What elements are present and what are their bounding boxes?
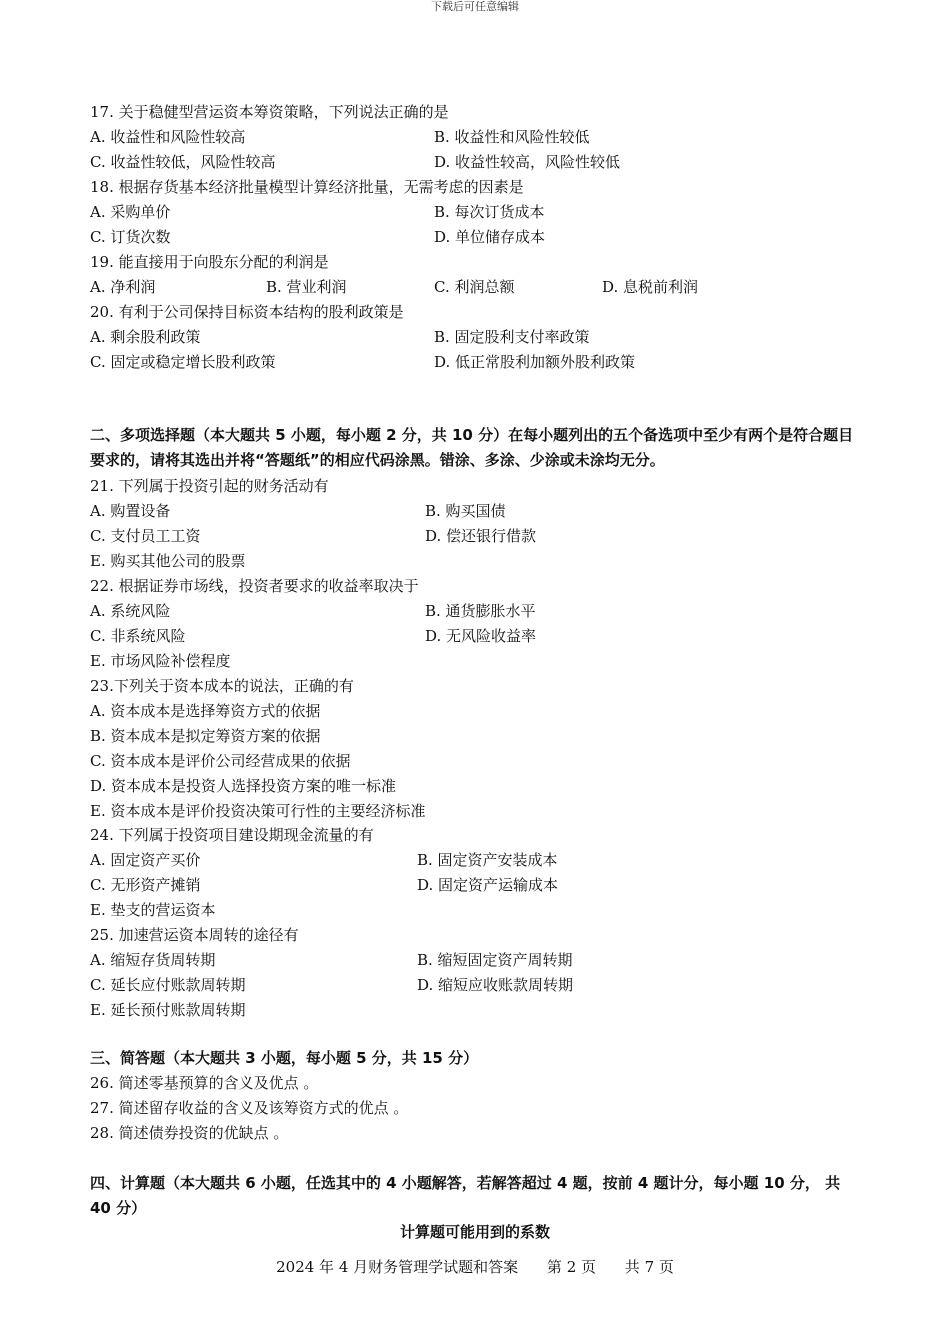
question-17-option-d: D. 收益性较高，风险性较低 (434, 153, 621, 171)
question-20-option-d: D. 低正常股利加额外股利政策 (434, 353, 636, 371)
question-19-option-c: C. 利润总额 (434, 278, 515, 296)
footer-page-number: 第 2 页 (546, 1258, 597, 1276)
question-21-stem: 21. 下列属于投资引起的财务活动有 (90, 477, 329, 495)
question-18-option-a: A. 采购单价 (90, 203, 171, 221)
question-17-option-b: B. 收益性和风险性较低 (434, 128, 590, 146)
question-22-option-d: D. 无风险收益率 (425, 627, 537, 645)
question-22-option-b: B. 通货膨胀水平 (425, 602, 536, 620)
footer-title: 2024 年 4 月财务管理学试题和答案 (276, 1258, 519, 1276)
question-25-option-a: A. 缩短存货周转期 (90, 951, 216, 969)
question-19-option-b: B. 营业利润 (266, 278, 347, 296)
question-28: 28. 简述债券投资的优缺点 。 (90, 1124, 289, 1142)
question-22-option-a: A. 系统风险 (90, 602, 171, 620)
question-25-option-b: B. 缩短固定资产周转期 (417, 951, 573, 969)
question-19-stem: 19. 能直接用于向股东分配的利润是 (90, 253, 329, 271)
question-22-option-c: C. 非系统风险 (90, 627, 186, 645)
section-3-heading: 三、简答题（本大题共 3 小题，每小题 5 分，共 15 分） (90, 1049, 479, 1067)
question-23-option-e: E. 资本成本是评价投资决策可行性的主要经济标准 (90, 802, 426, 820)
question-19-option-d: D. 息税前利润 (602, 278, 699, 296)
question-18-option-b: B. 每次订货成本 (434, 203, 545, 221)
question-19-option-a: A. 净利润 (90, 278, 156, 296)
section-4-heading: 四、计算题（本大题共 6 小题，任选其中的 4 小题解答，若解答超过 4 题，按前 4 题计分，每小题 10 分， 共 40 分） (90, 1174, 841, 1217)
question-20-option-a: A. 剩余股利政策 (90, 328, 201, 346)
question-25-option-d: D. 缩短应收账款周转期 (417, 976, 574, 994)
question-24-option-b: B. 固定资产安装成本 (417, 851, 558, 869)
question-24-option-a: A. 固定资产买价 (90, 851, 201, 869)
question-23-option-b: B. 资本成本是拟定筹资方案的依据 (90, 727, 321, 745)
question-23-stem: 23.下列关于资本成本的说法，正确的有 (90, 677, 354, 695)
question-21-option-d: D. 偿还银行借款 (425, 527, 537, 545)
question-23-option-d: D. 资本成本是投资人选择投资方案的唯一标准 (90, 777, 397, 795)
page-header-note: 下载后可任意编辑 (431, 0, 519, 13)
question-20-option-b: B. 固定股利支付率政策 (434, 328, 590, 346)
question-21-option-b: B. 购买国债 (425, 502, 506, 520)
question-24-option-c: C. 无形资产摊销 (90, 876, 201, 894)
question-20-stem: 20. 有利于公司保持目标资本结构的股利政策是 (90, 303, 404, 321)
question-17-stem: 17. 关于稳健型营运资本筹资策略，下列说法正确的是 (90, 103, 449, 121)
footer-total-pages: 共 7 页 (624, 1258, 674, 1276)
question-17-option-c: C. 收益性较低，风险性较高 (90, 153, 276, 171)
question-24-option-d: D. 固定资产运输成本 (417, 876, 559, 894)
question-22-option-e: E. 市场风险补偿程度 (90, 652, 231, 670)
question-17-option-a: A. 收益性和风险性较高 (90, 128, 246, 146)
question-21-option-e: E. 购买其他公司的股票 (90, 552, 246, 570)
question-18-stem: 18. 根据存货基本经济批量模型计算经济批量，无需考虑的因素是 (90, 178, 524, 196)
question-25-option-e: E. 延长预付账款周转期 (90, 1001, 246, 1019)
question-25-option-c: C. 延长应付账款周转期 (90, 976, 246, 994)
question-18-option-c: C. 订货次数 (90, 228, 171, 246)
question-24-stem: 24. 下列属于投资项目建设期现金流量的有 (90, 826, 374, 844)
question-21-option-c: C. 支付员工工资 (90, 527, 201, 545)
page-footer (0, 1256, 950, 1278)
question-26: 26. 简述零基预算的含义及优点 。 (90, 1074, 319, 1092)
question-27: 27. 简述留存收益的含义及该筹资方式的优点 。 (90, 1099, 409, 1117)
section-2-heading: 二、多项选择题（本大题共 5 小题，每小题 2 分，共 10 分）在每小题列出的五个备选项中至少有两个是符合题目要求的，请将其选出并将“答题纸”的相应代码涂黑。错涂、多涂、少涂或未涂均无分。 (90, 426, 854, 469)
question-20-option-c: C. 固定或稳定增长股利政策 (90, 353, 276, 371)
question-21-option-a: A. 购置设备 (90, 502, 171, 520)
question-23-option-a: A. 资本成本是选择筹资方式的依据 (90, 702, 321, 720)
question-25-stem: 25. 加速营运资本周转的途径有 (90, 926, 299, 944)
question-23-option-c: C. 资本成本是评价公司经营成果的依据 (90, 752, 351, 770)
question-22-stem: 22. 根据证券市场线，投资者要求的收益率取决于 (90, 577, 419, 595)
question-18-option-d: D. 单位储存成本 (434, 228, 546, 246)
coefficients-subtitle: 计算题可能用到的系数 (399, 1223, 550, 1241)
question-24-option-e: E. 垫支的营运资本 (90, 901, 216, 919)
